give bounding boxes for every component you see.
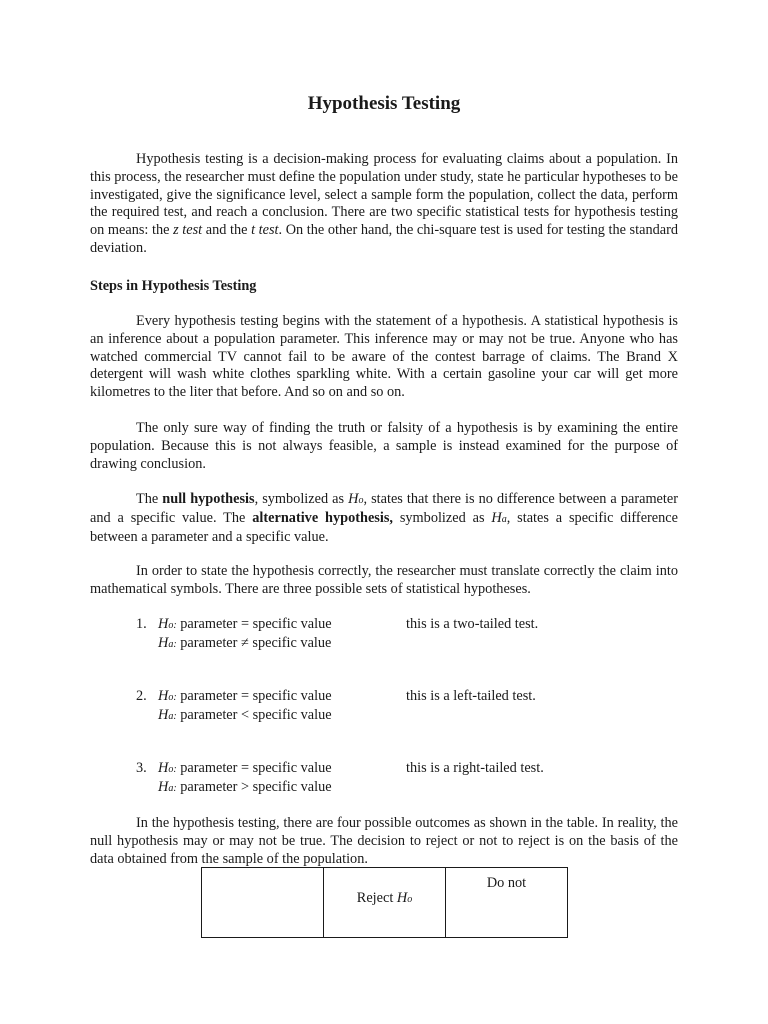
alt-statement: parameter ≠ specific value xyxy=(176,634,332,651)
alt-line xyxy=(158,635,332,654)
h-symbol: H xyxy=(396,890,408,906)
alt-symbol-subscript: a xyxy=(501,513,507,525)
steps-paragraph-1: Every hypothesis testing begins with the statement of a hypothesis. A statistical hypothesis is an inference about a population parameter. This inference may or may not be true. Anyone who has watched commercial TV cannot fail to be aware of the contest barrage of claims. The Brand X detergent will wash white clothes sparkling white. With a certain gasoline your car will get more kilometres to the liter that before. And so on and so on. xyxy=(90,313,678,401)
intro-text-3: . On the other hand, the chi-square test is used for testing the standard deviation. xyxy=(90,222,678,256)
null-statement: parameter = specific value xyxy=(176,688,332,704)
intro-text-2: and the xyxy=(202,222,252,239)
reject-label: Reject xyxy=(356,890,397,906)
h-subscript: o: xyxy=(168,692,177,703)
h-symbol: H xyxy=(158,616,169,632)
null-line xyxy=(158,688,332,707)
outcomes-paragraph: In the hypothesis testing, there are four possible outcomes as shown in the table. In reality, the null hypothesis may or may not be true. The decision to reject or not to reject is on the basis of the data obtained from the sample of the population. xyxy=(90,815,678,867)
test-type: this is a left-tailed test. xyxy=(406,688,536,704)
alt-line xyxy=(158,707,332,726)
null-hypothesis-term: null hypothesis xyxy=(162,491,255,507)
null-line xyxy=(158,760,332,779)
null-symbol-subscript: o xyxy=(358,495,364,506)
t-test-term: t test xyxy=(251,222,279,239)
h-symbol: H xyxy=(158,634,169,651)
test-type: this is a two-tailed test. xyxy=(406,616,539,632)
table-row xyxy=(202,868,568,938)
null-text-3: , states that there is no difference between a parameter and a specific value. The xyxy=(90,491,678,526)
alt-symbol-letter: H xyxy=(491,509,502,526)
h-symbol: H xyxy=(158,706,169,723)
null-text-5: , states a specific difference between a parameter and a specific value. xyxy=(90,509,678,545)
list-number: 3. xyxy=(136,760,147,776)
null-statement: parameter = specific value xyxy=(176,616,332,632)
null-text-4: symbolized as xyxy=(392,509,492,526)
intro-text-1: Hypothesis testing is a decision-making process for evaluating claims about a population. In this process, the researcher must define the population under study, state he particular hypotheses to be investigated, give the significance level, select a sample form the population, collect the data, perform the required test, and reach a conclusion. There are two specific statistical tests for hypothesis testing on means: the xyxy=(90,151,678,239)
table-cell-reject xyxy=(324,868,446,938)
z-test-term: z test xyxy=(173,222,203,239)
alt-statement: parameter > specific value xyxy=(176,778,332,795)
alt-statement: parameter < specific value xyxy=(176,706,332,723)
test-type: this is a right-tailed test. xyxy=(406,760,544,776)
table-cell-do-not: Do not xyxy=(446,868,568,938)
h-subscript: o: xyxy=(168,764,177,775)
null-symbol xyxy=(348,491,363,507)
steps-paragraph-2: The only sure way of finding the truth or falsity of a hypothesis is by examining the entire population. Because this is not always feasible, a sample is instead examined for the purpose of drawing conclusion. xyxy=(90,420,678,472)
alt-symbol xyxy=(491,510,506,526)
h-subscript: a: xyxy=(168,782,177,794)
h-subscript: a: xyxy=(168,638,177,650)
null-text-2: , symbolized as xyxy=(254,491,349,507)
list-number: 1. xyxy=(136,616,147,632)
section-heading-steps: Steps in Hypothesis Testing xyxy=(90,278,257,294)
h-subscript: a: xyxy=(168,710,177,722)
translate-paragraph: In order to state the hypothesis correctly, the researcher must translate correctly the claim into mathematical symbols. There are three possible sets of statistical hypotheses. xyxy=(90,563,678,597)
null-line xyxy=(158,616,332,635)
list-number: 2. xyxy=(136,688,147,704)
hypothesis-lines xyxy=(158,688,332,726)
null-hypothesis-paragraph xyxy=(90,491,678,546)
null-statement: parameter = specific value xyxy=(176,760,332,776)
page-title: Hypothesis Testing xyxy=(307,93,461,114)
h-subscript: o xyxy=(407,894,413,905)
intro-paragraph xyxy=(90,151,678,258)
hypothesis-lines xyxy=(158,760,332,798)
h-subscript: o: xyxy=(168,620,177,631)
h-symbol: H xyxy=(158,688,169,704)
h-symbol: H xyxy=(158,778,169,795)
null-symbol-letter: H xyxy=(348,491,359,507)
h-symbol: H xyxy=(158,760,169,776)
alt-line xyxy=(158,779,332,798)
alternative-hypothesis-term: alternative hypothesis, xyxy=(252,509,393,526)
hypothesis-lines xyxy=(158,616,332,654)
table-cell-empty xyxy=(202,868,324,938)
null-text-1: The xyxy=(136,491,163,507)
outcomes-table xyxy=(201,867,568,938)
